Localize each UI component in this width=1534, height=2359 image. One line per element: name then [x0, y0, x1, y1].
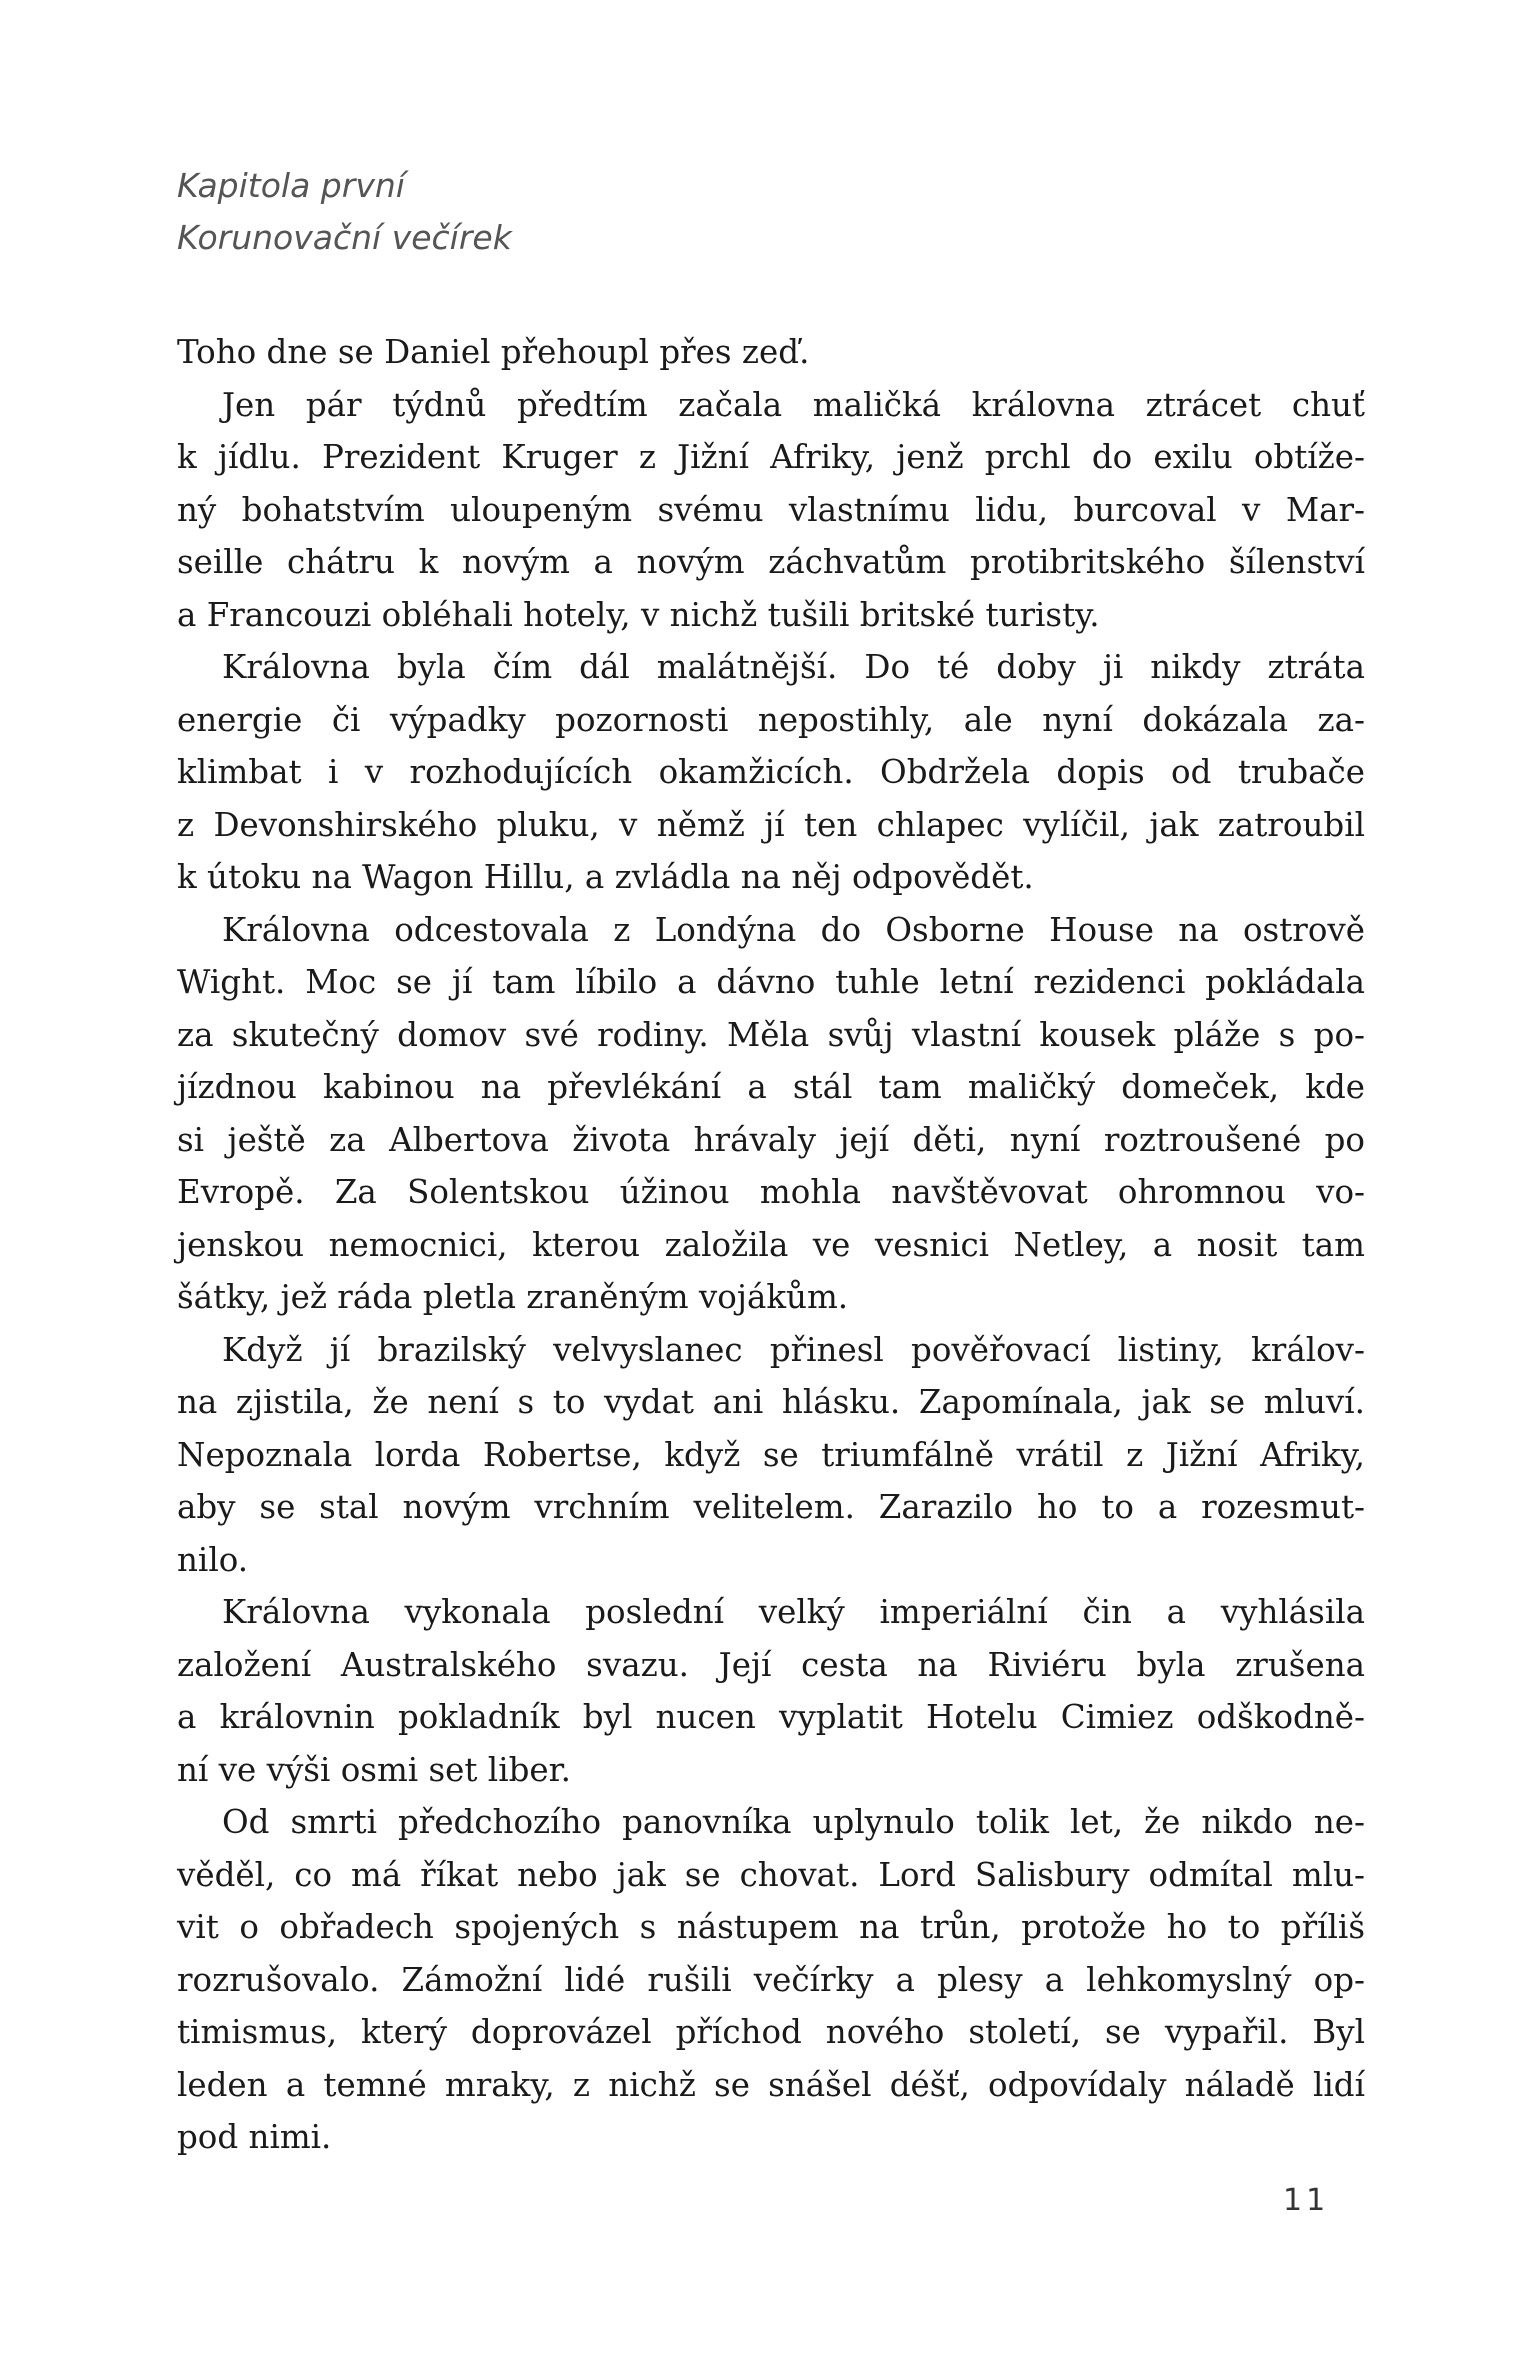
text-line: Královna byla čím dál malátnější. Do té doby ji nikdy ztráta — [222, 648, 1365, 686]
text-line: jenskou nemocnici, kterou založila ve vesnici Netley, a nosit tam — [177, 1225, 1365, 1264]
text-line: Nepoznala lorda Robertse, když se triumfálně vrátil z Jižní Afriky, — [177, 1435, 1365, 1474]
text-line: Jen pár týdnů předtím začala maličká královna ztrácet chuť — [222, 385, 1365, 424]
text-line: timismus, který doprovázel příchod nového století, se vypařil. Byl — [177, 2013, 1365, 2051]
text-line: a královnin pokladník byl nucen vyplatit Hotelu Cimiez odškodně- — [177, 1698, 1365, 1736]
text-line: ný bohatstvím uloupeným svému vlastnímu lidu, burcoval v Mar- — [177, 490, 1365, 529]
text-line: vit o obřadech spojených s nástupem na trůn, protože ho to příliš — [177, 1908, 1365, 1946]
text-line: ní ve výši osmi set liber. — [177, 1750, 571, 1789]
text-line: rozrušovalo. Zámožní lidé rušili večírky a plesy a lehkomyslný op- — [177, 1960, 1365, 1999]
text-line: založení Australského svazu. Její cesta na Riviéru byla zrušena — [177, 1645, 1365, 1684]
text-line: Toho dne se Daniel přehoupl přes zeď. — [177, 333, 810, 371]
text-line: za skutečný domov své rodiny. Měla svůj vlastní kousek pláže s po- — [177, 1015, 1365, 1054]
chapter-title: Korunovační večírek — [177, 218, 512, 257]
text-line: nilo. — [177, 1540, 249, 1579]
text-line: k útoku na Wagon Hillu, a zvládla na něj odpovědět. — [177, 858, 1034, 896]
chapter-heading — [177, 160, 1377, 264]
page-number: 11 — [1283, 2183, 1330, 2218]
text-line: seille chátru k novým a novým záchvatům protibritského šílenství — [177, 543, 1365, 581]
text-line: Wight. Moc se jí tam líbilo a dávno tuhle letní rezidenci pokládala — [177, 963, 1365, 1001]
text-line: šátky, jež ráda pletla zraněným vojákům. — [177, 1278, 849, 1316]
text-line: jízdnou kabinou na převlékání a stál tam maličký domeček, kde — [177, 1068, 1365, 1106]
text-line: věděl, co má říkat nebo jak se chovat. Lord Salisbury odmítal mlu- — [177, 1855, 1365, 1894]
text-line: k jídlu. Prezident Kruger z Jižní Afriky, jenž prchl do exilu obtíže- — [177, 438, 1365, 476]
text-line: si ještě za Albertova života hrávaly její děti, nyní roztroušené po — [177, 1120, 1365, 1159]
text-line: Evropě. Za Solentskou úžinou mohla navštěvovat ohromnou vo- — [177, 1173, 1365, 1211]
text-line: na zjistila, že není s to vydat ani hlásku. Zapomínala, jak se mluví. — [177, 1383, 1365, 1421]
text-line: z Devonshirského pluku, v němž jí ten chlapec vylíčil, jak zatroubil — [177, 805, 1365, 844]
text-line: Když jí brazilský velvyslanec přinesl pověřovací listiny, králov- — [222, 1330, 1365, 1369]
text-line: leden a temné mraky, z nichž se snášel déšť, odpovídaly náladě lidí — [177, 2065, 1365, 2104]
chapter-label: Kapitola první — [177, 166, 405, 205]
text-line: Královna vykonala poslední velký imperiální čin a vyhlásila — [222, 1593, 1365, 1631]
text-line: Královna odcestovala z Londýna do Osborne House na ostrově — [222, 910, 1365, 949]
text-line: Od smrti předchozího panovníka uplynulo tolik let, že nikdo ne- — [222, 1803, 1365, 1841]
text-line: pod nimi. — [177, 2118, 332, 2156]
text-line: aby se stal novým vrchním velitelem. Zarazilo ho to a rozesmut- — [177, 1488, 1365, 1526]
text-line: klimbat i v rozhodujících okamžicích. Obdržela dopis od trubače — [177, 753, 1365, 791]
text-line: a Francouzi obléhali hotely, v nichž tušili britské turisty. — [177, 595, 1100, 634]
body-text — [177, 326, 1365, 2164]
text-line: energie či výpadky pozornosti nepostihly, ale nyní dokázala za- — [177, 700, 1365, 739]
